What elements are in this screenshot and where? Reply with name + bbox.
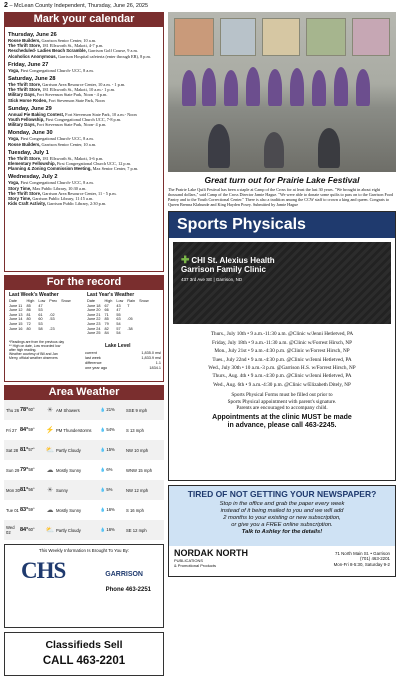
event-name: Yoga,	[8, 180, 20, 186]
table-cell: 84	[104, 331, 109, 336]
folio-text: – McLean County Independent, Thursday, June 26, 2025	[9, 3, 149, 9]
table-cell: .53	[49, 317, 55, 322]
lake-value: 1.1	[155, 361, 161, 365]
forecast-row	[4, 460, 164, 480]
lake-label: difference	[85, 361, 102, 365]
sun-icon: ☀	[46, 487, 54, 494]
event-detail: Garrison Senior Center, 10 a.m.	[40, 38, 97, 43]
forecast-day: Sun 29	[6, 467, 20, 473]
event-detail: Fort Stevenson State Park, Noon- 4 p.m.	[35, 122, 107, 128]
publisher-sub: PUBLICATIONS	[174, 558, 204, 564]
appointment-line2: in advance, please call 463-2245.	[227, 422, 337, 429]
partly-cloudy-icon: ⛅	[45, 527, 55, 534]
sports-banner	[173, 242, 391, 324]
person-figure	[224, 70, 238, 106]
table-cell: June 13	[9, 312, 23, 317]
subscribe-line: instead of it being mailed to you and we will add	[220, 508, 344, 515]
table-cell: June 14	[9, 317, 23, 322]
subscribe-line: Talk to Ashley for the details!	[241, 528, 323, 535]
appointment-notice	[169, 414, 395, 430]
forecast-precip: 💧 15%	[100, 447, 115, 452]
table-header-row	[7, 299, 73, 304]
forecast-temp	[20, 447, 44, 453]
photo-caption: Great turn out for Prairie Lake Festival	[204, 175, 360, 185]
chs-logo: CHS	[21, 558, 66, 583]
table-cell: 85	[26, 303, 31, 308]
subscribe-text	[171, 501, 393, 535]
calendar-day: Sunday, June 29	[8, 105, 52, 112]
event-detail: Max Senior Center, 7 p.m.	[91, 166, 139, 172]
forecast-condition: Mostly Sunny	[56, 467, 82, 473]
page-number: 2	[4, 2, 8, 9]
table-header-row	[85, 299, 151, 304]
table-header-cell: Low	[38, 299, 46, 303]
table-cell: June 22	[87, 317, 101, 322]
forecast-precip: 💧 5%	[100, 487, 113, 492]
person-figure	[312, 70, 326, 106]
partly-cloudy-icon: ⛅	[45, 447, 55, 454]
table-cell: 54	[116, 321, 121, 326]
forecast-precip: 💧 6%	[100, 467, 113, 472]
person-figure	[182, 70, 196, 106]
forecast-row	[4, 400, 164, 420]
forecast-low: 59°	[28, 507, 35, 512]
calendar-day: Thursday, June 26	[8, 32, 57, 38]
appointment-line1: Appointments at the clinic MUST be made	[212, 414, 352, 421]
event-name: Rosse Builders,	[8, 38, 41, 43]
last-week-table	[7, 299, 73, 331]
person-figure	[202, 68, 216, 106]
event-detail: 181 Ellsworth St., Makoti, 10 a.m.- 1 p.m.	[41, 87, 116, 93]
table-cell: .02	[49, 312, 55, 317]
publisher-hours: Mon-Fri 8-5:30, Saturday 9-2	[333, 561, 390, 567]
schedule-note: Sports Physical Forms must be filled out prior to	[231, 392, 333, 399]
record-notes	[9, 340, 83, 360]
forecast-condition: PM Thunderstorms	[56, 427, 92, 433]
publisher-logo	[174, 549, 248, 568]
lake-row	[85, 366, 161, 370]
sports-title: Sports Physicals	[169, 212, 395, 238]
forecast-row	[4, 500, 164, 520]
forecast-low: 59°	[28, 427, 35, 432]
event-detail: Fort Stevenson State Park, 10 a.m.- Noon	[64, 111, 137, 117]
event-detail: Garrison Public Library, 2:30 p.m.	[45, 201, 107, 207]
lake-value: 1,835.0 msl	[141, 351, 161, 355]
event-detail: 181 Ellsworth St., Makoti, 4-7 p.m.	[41, 43, 104, 49]
event-detail: First Congregational Church- UCC, 8 a.m.	[19, 180, 94, 186]
record-note: Merry, official weather observers	[9, 356, 58, 360]
table-header-cell: Low	[116, 299, 124, 303]
photo-text: The Prairie Lake Quilt Festival has been a staple at Camp of the Cross for at least the last 30 years. "We brought in about eight thousand dollars," said Camp of the Cross Director Jamie Hague. "We were able to donate some quilts to pass on to the Garrison Food Pantry and to the Youth Correctional Center." There is also a tradition among the CCW staff to crown a king and queen. Congrats to Queen Brenna Klabunde and King Hayden Posey. Submitted by Jamie Hague	[168, 187, 394, 208]
subscribe-ad	[168, 485, 396, 577]
forecast-condition: Partly Cloudy	[56, 527, 81, 533]
schedule-note: Parents are encouraged to accompany child.	[236, 405, 328, 412]
event-name: The Thrift Store,	[8, 155, 42, 161]
table-cell	[59, 327, 73, 332]
schedule-item: Thurs., July 10th • 9 a.m.-11:30 a.m. @Clinic w/Jenni Hetletved, PA	[210, 331, 354, 338]
schedule-item: Wed., July 30th • 10 a.m.-3 p.m. @Garrison H.S. w/Forrest Hirsch, NP	[208, 365, 356, 371]
lake-value: 1,833.9 msl	[141, 356, 161, 360]
forecast-low: 60°	[28, 527, 35, 532]
table-cell: June 12	[9, 308, 23, 313]
clinic-badge	[181, 256, 301, 282]
table-cell: .05	[127, 317, 133, 322]
event-name: Elementary Fellowship,	[8, 161, 56, 167]
forecast-temp	[20, 407, 44, 413]
person-figure	[356, 69, 370, 106]
forecast-temp	[20, 487, 44, 493]
audience-figure	[208, 124, 230, 168]
event-detail: 181 Ellsworth St., Makoti, 3-6 p.m.	[41, 155, 104, 161]
record-note: ** High on date, Low recorded low	[9, 344, 61, 348]
left-column	[4, 12, 164, 676]
forecast-high: 83°	[20, 507, 29, 513]
clinic-name: CHI St. Alexius Health	[191, 256, 275, 266]
event-detail: Garrison Golf Course, 9 a.m.	[86, 48, 138, 54]
table-cell: T	[127, 303, 130, 308]
clinic-sub: Garrison Family Clinic	[181, 265, 266, 275]
event-detail: First Congregational Church- UCC, 8 a.m.	[19, 67, 94, 73]
forecast-row	[4, 440, 164, 460]
table-cell: 53	[38, 321, 43, 326]
area-weather-body	[4, 400, 164, 540]
calendar-day: Wednesday, July 2	[8, 174, 58, 181]
event-name: Youth Fellowship,	[8, 117, 45, 123]
forecast-precip: 💧 16%	[100, 527, 115, 532]
table-cell: 85	[104, 317, 109, 322]
table-cell: 60	[38, 317, 43, 322]
event-detail: First Congregational Church UCC, 7-8 p.m.	[44, 117, 122, 123]
lake-label: one year ago	[85, 366, 108, 370]
forecast-high: 84°	[20, 427, 29, 433]
table-cell: 63	[116, 317, 121, 322]
table-cell: 47	[38, 303, 43, 308]
event-name: The Thrift Store,	[8, 43, 42, 49]
publisher-address-line: 71 North Main St. • Garrison	[335, 550, 390, 556]
forecast-low: 60°	[28, 407, 35, 412]
event-name: Annual Pie Baking Contest,	[8, 111, 65, 117]
forecast-wind: NW 10 mph	[126, 447, 149, 453]
forecast-condition: Mostly Sunny	[56, 507, 82, 513]
classifieds-line1: Classifieds Sell	[45, 639, 123, 651]
forecast-high: 84°	[20, 527, 29, 533]
person-figure	[246, 67, 260, 106]
person-figure	[334, 67, 348, 106]
forecast-wind: NW 12 mph	[126, 487, 149, 493]
subscribe-line: or give you a FREE online subscription.	[231, 521, 333, 528]
table-cell	[125, 331, 137, 336]
table-header-cell: Rain	[127, 299, 136, 303]
event-name: Alcoholics Anonymous,	[8, 53, 57, 59]
table-cell: 79	[104, 321, 109, 326]
table-cell: 58	[38, 326, 43, 331]
table-cell: .23	[49, 326, 55, 331]
table-cell: June 15	[9, 321, 23, 326]
table-header-cell: Snow	[61, 299, 71, 303]
sports-physicals-ad	[168, 211, 396, 481]
forecast-temp	[20, 427, 44, 433]
table-cell: June 23	[87, 321, 101, 326]
calendar-event	[8, 54, 160, 59]
publisher-address	[334, 551, 390, 567]
forecast-row	[4, 520, 164, 540]
sponsor-box	[4, 544, 164, 628]
forecast-temp	[20, 507, 44, 513]
person-figure	[268, 69, 282, 106]
sun-icon: ☀	[46, 407, 54, 414]
event-name: The Thrift Store,	[8, 82, 42, 88]
lake-level-title: Lake Level	[105, 343, 131, 349]
calendar-event	[8, 98, 160, 103]
person-figure	[290, 68, 304, 106]
table-cell: 55	[116, 312, 121, 317]
forecast-high: 81°	[20, 447, 29, 453]
event-detail: Max Public Library, 10:30 a.m.	[31, 185, 87, 191]
table-cell: 61	[38, 312, 43, 317]
publisher-phone: (701) 463-2201	[359, 556, 390, 562]
forecast-day: Tue 01	[6, 507, 19, 513]
table-cell: .38	[127, 326, 133, 331]
forecast-day: Thu 26	[6, 407, 20, 413]
publisher-name: NORDAK NORTH	[174, 548, 248, 559]
forecast-precip: 💧 54%	[100, 427, 115, 432]
quilt-image	[174, 18, 214, 56]
clinic-address: 437 3rd Ave SE | Garrison, ND	[181, 277, 243, 283]
forecast-high: 81°	[20, 487, 29, 493]
table-header-cell: High	[26, 299, 35, 303]
table-cell: 71	[104, 312, 109, 317]
calendar-day: Tuesday, July 1	[8, 149, 49, 156]
cloud-icon: ☁	[46, 507, 54, 514]
event-name: Rescheduled- Ladies Beach Scramble,	[8, 48, 87, 54]
lake-value: 1834.1	[149, 366, 161, 370]
schedule-item: Mon., July 21st • 9 a.m.-4:30 p.m. @Clinic w/Forrest Hirsch, NP	[214, 348, 350, 355]
forecast-wind: SE 12 mph	[126, 527, 147, 533]
sponsor-caption: This Weekly Information Is Brought To You By:	[38, 548, 130, 553]
event-detail: First Congregational Church UCC, 12 p.m.	[55, 161, 132, 167]
record-note: Weather courtesy of Bill and Jan	[9, 352, 58, 356]
calendar-body	[4, 27, 164, 272]
event-name: Story Time,	[8, 185, 32, 191]
calendar-day: Friday, June 27	[8, 61, 49, 68]
forecast-high: 78°	[20, 407, 29, 413]
thunder-icon: ⚡	[45, 427, 55, 434]
schedule-note: Sports Physical appointment with parent's signature.	[227, 398, 337, 405]
subscribe-line: Stop in the office and grab the paper every week	[219, 501, 345, 508]
area-weather-title: Area Weather	[4, 385, 164, 400]
event-detail: Garrison Area Resource Center, 11 - 5 p.m.	[41, 190, 117, 196]
table-cell: 57	[116, 326, 121, 331]
event-detail: Fort Stevenson State Park, Noon - 4 p.m.	[35, 92, 108, 98]
event-name: Planning & Zoning Commission Meeting,	[8, 166, 92, 172]
sponsor-name: GARRISON	[105, 571, 143, 578]
calendar-event	[8, 68, 160, 73]
calendar-event	[8, 166, 160, 171]
table-cell: 82	[104, 326, 109, 331]
forecast-day: Mon 30	[6, 487, 20, 493]
record-title: For the record	[4, 275, 164, 290]
last-year-title: Last Year's Weather	[87, 292, 135, 298]
calendar-title: Mark your calendar	[4, 12, 164, 27]
table-cell: 81	[26, 312, 31, 317]
table-cell: 53	[38, 308, 43, 313]
sponsor-phone: Phone 463-2251	[105, 587, 151, 593]
forecast-low: 57°	[28, 447, 35, 452]
event-detail: Garrison Area Resource Center, 10 a.m. - 1 p.m.	[41, 82, 126, 88]
quilt-image	[220, 18, 256, 56]
quilt-image	[352, 18, 390, 56]
calendar-event	[8, 201, 160, 206]
table-cell	[137, 331, 151, 336]
lake-row	[85, 356, 161, 360]
forecast-high: 79°	[20, 467, 29, 473]
record-body	[4, 290, 164, 382]
audience-figure	[318, 128, 340, 168]
table-cell: 43	[116, 303, 121, 308]
forecast-condition: Sunny	[56, 487, 68, 493]
audience-figure	[264, 132, 284, 168]
subscribe-header	[169, 486, 395, 546]
event-name: Kids Craft Activity,	[8, 201, 46, 207]
schedule-item: Thurs., Aug. 4th • 9 a.m.-4:30 p.m. @Clinic w/Jenni Hetletved, PA	[212, 373, 352, 380]
event-name: The Thrift Store,	[8, 87, 42, 93]
record-section	[4, 275, 164, 382]
event-detail: Garrison Public Library, 11:15 a.m.	[31, 196, 94, 202]
subscribe-line: 2 months to your existing or new subscription,	[223, 514, 341, 521]
classifieds-ad	[4, 632, 164, 676]
forecast-wind: SSE 9 mph	[126, 407, 148, 413]
table-cell: 72	[26, 321, 31, 326]
event-detail: Fort Stevenson State Park, Noon	[47, 97, 105, 103]
table-cell: June 25	[87, 331, 101, 336]
lake-label: current	[85, 351, 97, 355]
subscribe-title: TIRED OF NOT GETTING YOUR NEWSPAPER?	[187, 489, 377, 500]
table-cell: 80	[26, 317, 31, 322]
schedule-list	[169, 330, 395, 389]
right-column	[168, 12, 396, 577]
forecast-row	[4, 420, 164, 440]
table-cell: 66	[104, 308, 109, 313]
schedule-item: Friday, July 18th • 9 a.m.-11:30 a.m. @Clinic w/Forrest Hirsch, NP	[211, 339, 353, 346]
schedule-notes	[169, 392, 395, 412]
calendar-day: Saturday, June 28	[8, 76, 56, 83]
event-name: Stick Horse Rodeo,	[8, 97, 48, 103]
forecast-wind: S 16 mph	[126, 507, 144, 513]
lake-label: last week	[85, 356, 101, 360]
table-cell: 80	[26, 326, 31, 331]
record-note: *Readings are from the previous day	[9, 340, 65, 344]
event-name: Rosse Builders,	[8, 141, 41, 147]
calendar-event	[8, 122, 160, 127]
table-row	[85, 331, 151, 336]
schedule-item: Tues., July 22nd • 9 a.m.-4:30 p.m. @Clinic w/Jenni Hetletved, PA	[212, 356, 352, 363]
calendar-event	[8, 142, 160, 147]
table-cell: June 16	[9, 326, 23, 331]
forecast-wind: WNW 15 mph	[126, 467, 153, 473]
table-cell: June 20	[87, 308, 101, 313]
table-cell: June 24	[87, 326, 101, 331]
forecast-precip: 💧 16%	[100, 507, 115, 512]
classifieds-line2: CALL 463-2201	[42, 655, 126, 667]
record-note: after high reading.	[9, 348, 37, 352]
table-cell: 54	[116, 331, 121, 336]
table-cell: June 11	[9, 303, 23, 308]
forecast-condition: Partly Cloudy	[56, 447, 81, 453]
table-cell: 67	[104, 303, 109, 308]
event-detail: Garrison Senior Center, 10 a.m.	[40, 141, 97, 147]
forecast-wind: S 13 mph	[126, 427, 144, 433]
forecast-day: Sat 28	[6, 447, 19, 453]
last-week-title: Last Week's Weather	[9, 292, 59, 298]
calendar-day: Monday, June 30	[8, 130, 53, 137]
forecast-low: 56°	[28, 487, 35, 492]
schedule-item: Wed., Aug. 6th • 9 a.m.-4:30 p.m. @Clinic w/Elizabeth Ditely, NP	[213, 381, 351, 388]
page-folio	[4, 2, 148, 9]
forecast-low: 58°	[28, 467, 35, 472]
quilt-image	[262, 18, 300, 56]
table-header-cell: Date	[87, 299, 96, 303]
table-header-cell: Prec	[49, 299, 58, 303]
last-year-table	[85, 299, 151, 336]
cross-icon: ✚	[181, 255, 190, 267]
event-name: Yoga,	[8, 67, 20, 73]
table-header-cell: Snow	[139, 299, 149, 303]
event-detail: Garrison Hospital cafeteria (enter through ER), 8 p.m.	[56, 53, 151, 59]
forecast-temp	[20, 527, 44, 533]
forecast-day: Fri 27	[6, 427, 17, 433]
event-name: Military Days,	[8, 92, 36, 98]
event-name: Story Time,	[8, 196, 32, 202]
table-header-cell: High	[104, 299, 113, 303]
area-weather-section	[4, 385, 164, 540]
forecast-condition: AM Showers	[56, 407, 80, 413]
publisher-tagline: & Promotional Products	[174, 563, 217, 569]
event-name: Military Days,	[8, 122, 36, 128]
event-detail: First Congregational Church- UCC, 8 a.m.	[19, 136, 94, 142]
table-cell: 86	[26, 308, 31, 313]
forecast-row	[4, 480, 164, 500]
festival-photo	[168, 12, 396, 172]
event-name: The Thrift Store,	[8, 190, 42, 196]
table-row	[7, 327, 73, 332]
event-name: Yoga,	[8, 136, 20, 142]
quilt-image	[306, 18, 346, 56]
forecast-precip: 💧 21%	[100, 407, 115, 412]
lake-row	[85, 351, 161, 355]
table-cell: June 21	[87, 312, 101, 317]
calendar-section	[4, 12, 164, 272]
table-header-cell: Date	[9, 299, 18, 303]
subscribe-footer	[169, 546, 395, 571]
lake-row	[85, 361, 161, 365]
table-cell: June 18	[87, 303, 101, 308]
cloud-icon: ☁	[46, 467, 54, 474]
forecast-temp	[20, 467, 44, 473]
forecast-day: Wed 02	[6, 525, 15, 535]
table-cell: 47	[116, 308, 121, 313]
